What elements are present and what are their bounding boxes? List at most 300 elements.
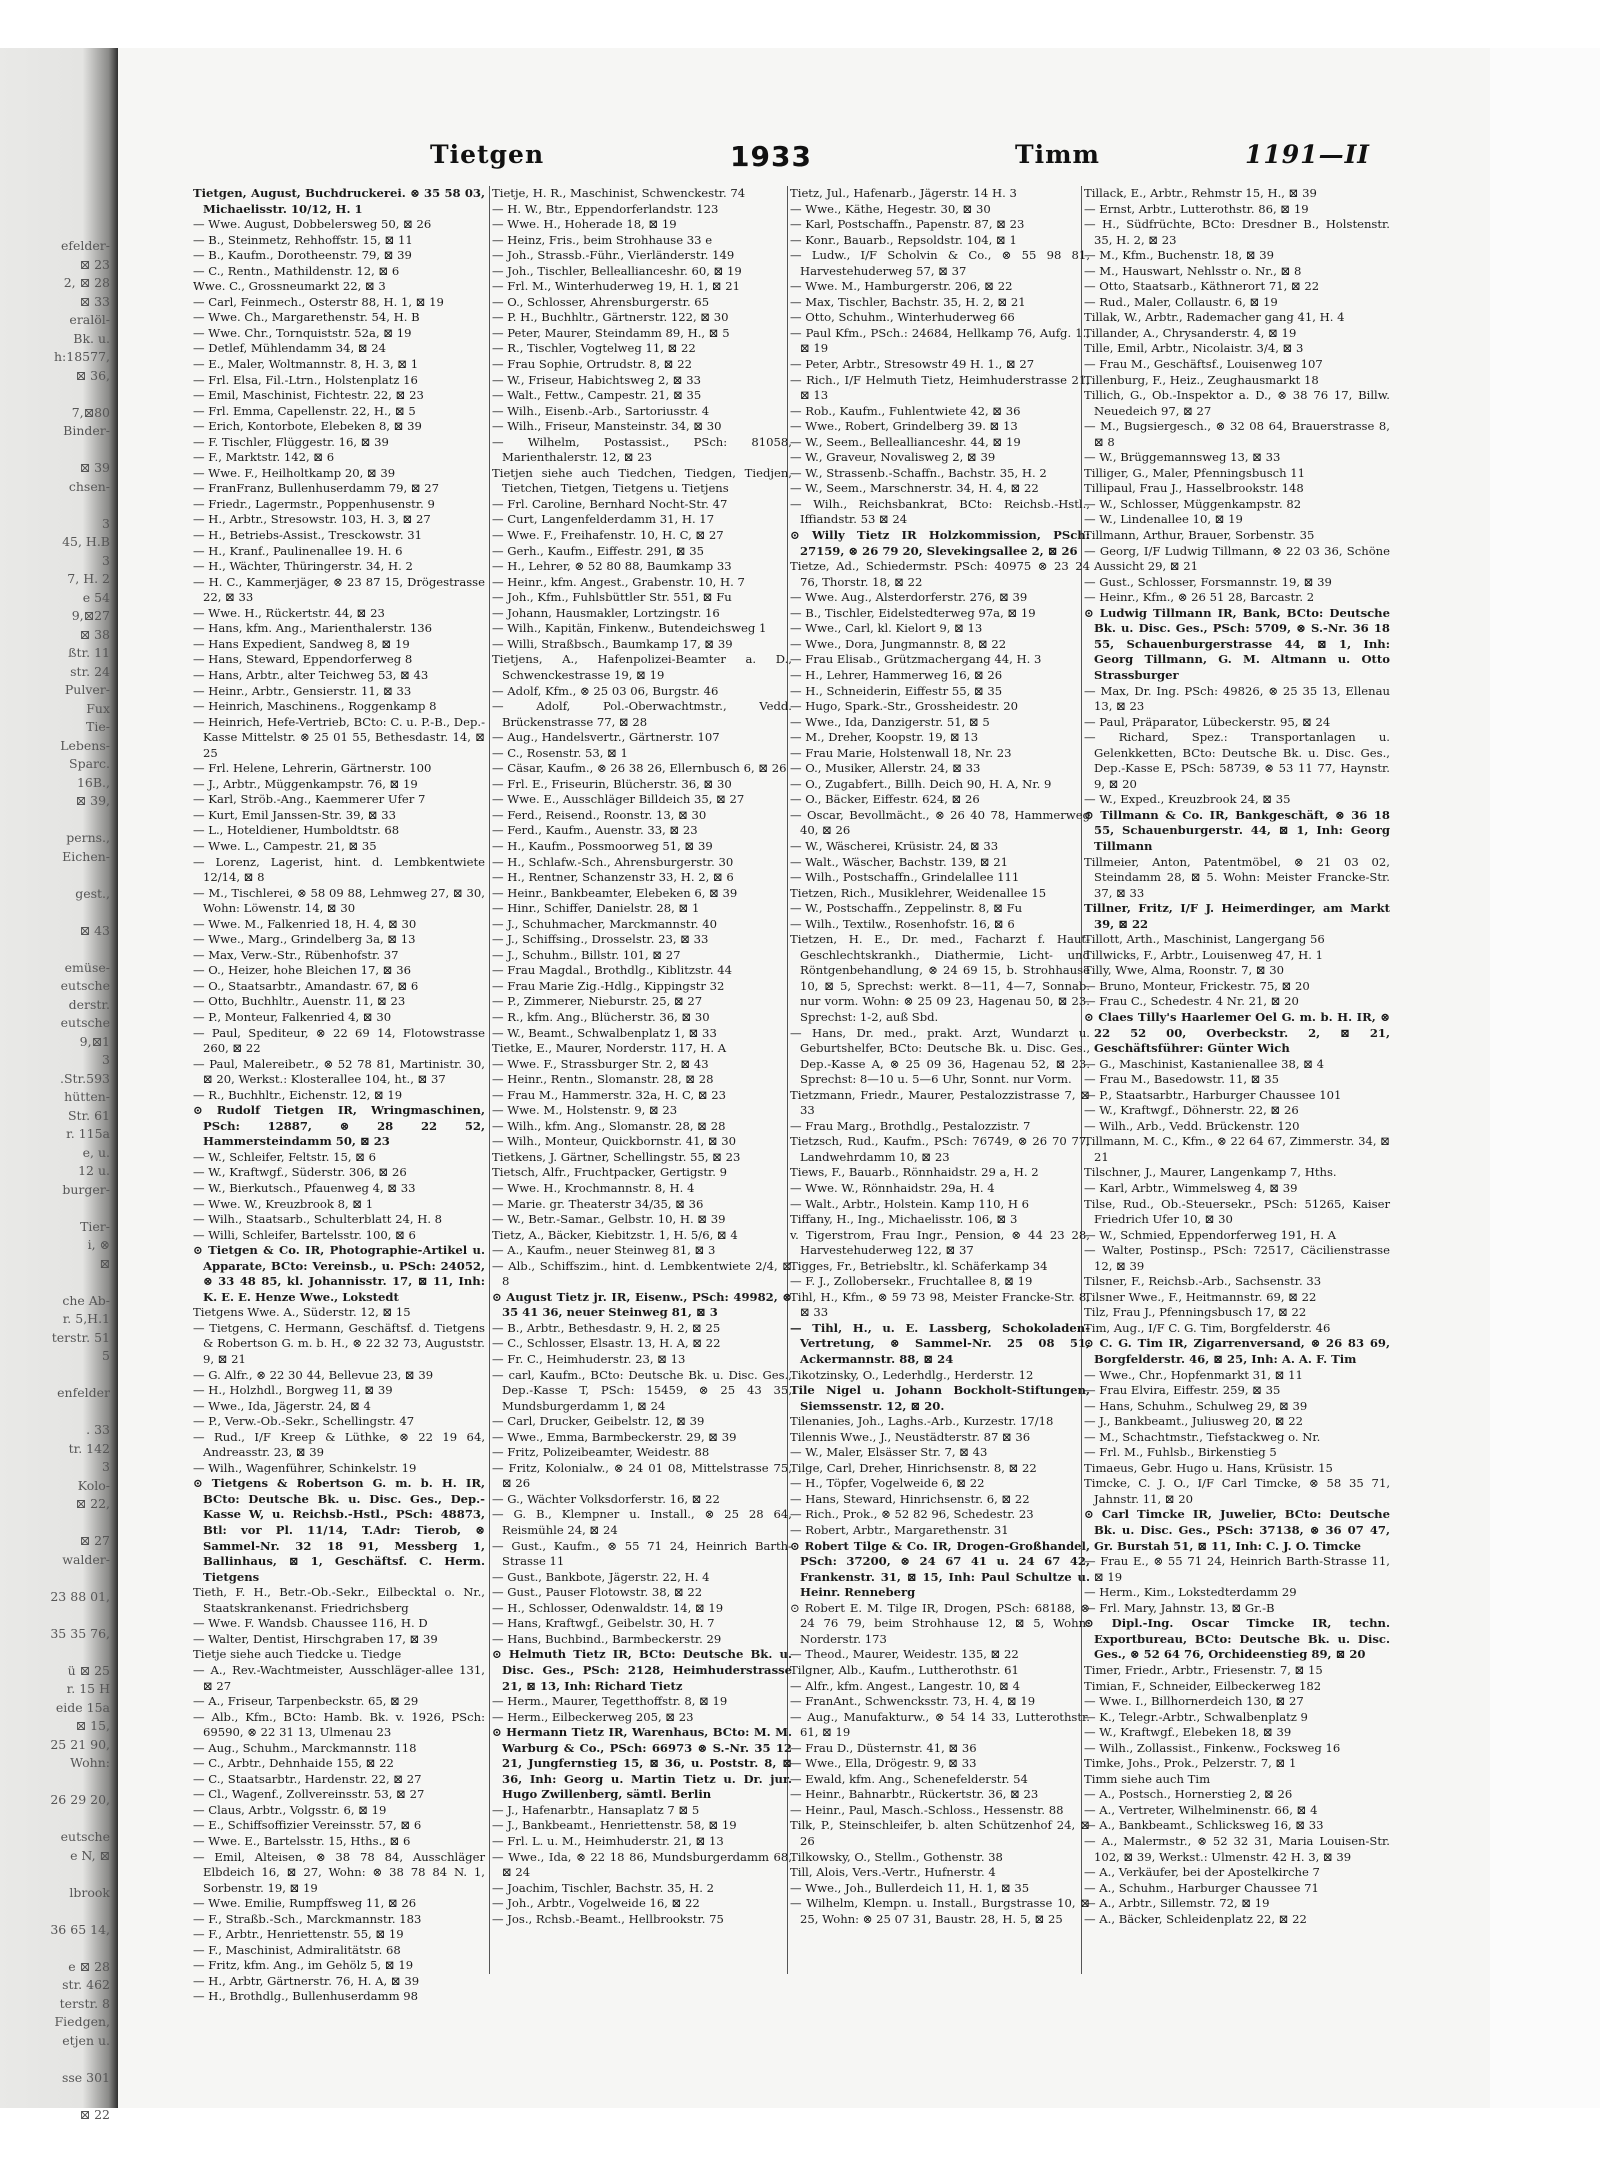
- directory-entry: — Frl. Emma, Capellenstr. 22, H., ⊠ 5: [193, 403, 416, 418]
- directory-entry: — Heinr., Rentn., Slomanstr. 28, ⊠ 28: [492, 1072, 714, 1087]
- directory-entry: — Frau Elisab., Grützmachergang 44, H. 3: [790, 652, 1042, 667]
- gutter-line: burger-: [62, 1181, 110, 1197]
- gutter-line: gest.,: [75, 885, 110, 901]
- directory-entry: — Hans Expedient, Sandweg 8, ⊠ 19: [193, 636, 410, 651]
- directory-entry: — Gust., Bankbote, Jägerstr. 22, H. 4: [492, 1569, 710, 1584]
- directory-entry: — A., Arbtr., Sillemstr. 72, ⊠ 19: [1084, 1896, 1270, 1911]
- gutter-line: Lebens-: [60, 737, 110, 753]
- directory-entry: — B., Kaufm., Dorotheenstr. 79, ⊠ 39: [193, 248, 412, 263]
- directory-entry: — G., Wächter Volksdorferstr. 16, ⊠ 22: [492, 1491, 720, 1506]
- directory-entry: — Joh., Arbtr., Vogelweide 16, ⊠ 22: [492, 1896, 700, 1911]
- gutter-line: ⊠ 38: [79, 626, 110, 642]
- directory-entry: — Carl, Drucker, Geibelstr. 12, ⊠ 39: [492, 1414, 705, 1429]
- directory-entry: — Walter, Postinsp., PSch: 72517, Cäcilienstrasse 12, ⊠ 39: [1084, 1243, 1390, 1273]
- gutter-line: ü ⊠ 25: [67, 1662, 110, 1678]
- directory-entry: — Wwe. H., Hoherade 18, ⊠ 19: [492, 217, 677, 232]
- directory-entry: — Wilhelm, Klempn. u. Install., Burgstrasse 10, ⊠ 25, Wohn: ⊗ 25 07 31, Baustr. 28, H. 5, ⊠ 25: [790, 1896, 1090, 1926]
- directory-entry: — H., Betriebs-Assist., Tresckowstr. 31: [193, 528, 423, 543]
- directory-entry: — Rich., I/F Helmuth Tietz, Heimhuderstrasse 21, ⊠ 13: [790, 372, 1090, 403]
- directory-entry: Timer, Friedr., Arbtr., Friesenstr. 7, ⊠ 15: [1084, 1662, 1323, 1677]
- directory-entry: — O., Heizer, hohe Bleichen 17, ⊠ 36: [193, 963, 411, 978]
- gutter-line: derstr.: [68, 996, 110, 1012]
- directory-entry: — Wwe., Ida, Jägerstr. 24, ⊠ 4: [193, 1398, 371, 1413]
- directory-entry: — Willi, Schleifer, Bartelsstr. 100, ⊠ 6: [193, 1227, 416, 1242]
- directory-entry: — Wwe. Ch., Margarethenstr. 54, H. B: [193, 310, 420, 325]
- gutter-line: Pulver-: [64, 682, 110, 697]
- running-head-last-name: Timm: [1015, 140, 1101, 169]
- directory-entry: Wwe. C., Grossneumarkt 22, ⊠ 3: [193, 279, 386, 294]
- directory-entry: — H., Schlosser, Odenwaldstr. 14, ⊠ 19: [492, 1600, 724, 1615]
- directory-entry: — Lorenz, Lagerist, hint. d. Lembkentwiete 12/14, ⊠ 8: [193, 854, 485, 885]
- firm-entry: ⊙ Tietgens & Robertson G. m. b. H. IR, BCto: Deutsche Bk. u. Disc. Ges., Dep.-Kasse W, u. Reichsb.-Hstl., PSch: 48873, Btl: vor Pl. 11/14, T.Adr: Tierob, ⊗ Sammel-Nr. 32 18 91, Messberg 1, Ballinhaus, ⊠ 1, Geschäftsf. C. Herm. Tietgens: [193, 1476, 485, 1584]
- directory-entry: — H., Lehrer, ⊗ 52 80 88, Baumkamp 33: [492, 559, 732, 574]
- directory-entry: — Paul, Malereibetr., ⊗ 52 78 81, Martinistr. 30, ⊠ 20, Werkst.: Klosterallee 104, ht., ⊠ 37: [193, 1056, 485, 1087]
- directory-entry: — Wwe. I., Billhornerdeich 130, ⊠ 27: [1084, 1694, 1304, 1709]
- gutter-line: eutsche: [60, 1829, 110, 1844]
- directory-entry: Tietzen, H. E., Dr. med., Facharzt f. Haut-Geschlechtskrankh., Diathermie, Licht- und Röntgenbehandlung, ⊗ 24 69 15, b. Strohhause 10, ⊠ 5, Sprechst: werkt. 8—11, 4—7, Sonnab. nur vorm. Wohn: ⊗ 25 09 23, Hagenau 50, ⊠ 23. Sprechst: 1-2, auß Sbd.: [790, 932, 1090, 1024]
- gutter-line: ⊠ 22,: [75, 1496, 110, 1511]
- directory-entry: — C., Schlosser, Elsastr. 13, H. A, ⊠ 22: [492, 1336, 721, 1351]
- directory-entry: — C., Rosenstr. 53, ⊠ 1: [492, 745, 628, 760]
- directory-entry: Tieth, F. H., Betr.-Ob.-Sekr., Eilbecktal o. Nr., Staatskrankenanst. Friedrichsberg: [193, 1585, 485, 1615]
- directory-entry: — Wwe. F., Freihafenstr. 10, H. C, ⊠ 27: [492, 528, 724, 543]
- directory-entry: ⊙ Robert E. M. Tilge IR, Drogen, PSch: 68188, ⊗ 24 76 79, beim Strohhause 12, ⊠ 5, Wohn: Norderstr. 173: [790, 1600, 1090, 1646]
- directory-entry: — Johann, Hausmakler, Lortzingstr. 16: [492, 605, 720, 620]
- firm-entry: Tillner, Fritz, I/F J. Heimerdinger, am Markt 39, ⊠ 22: [1084, 901, 1390, 931]
- directory-entry: — Wwe. M., Holstenstr. 9, ⊠ 23: [492, 1103, 678, 1118]
- directory-entry: — Heinr., Bahnarbtr., Rückertstr. 36, ⊠ 23: [790, 1787, 1039, 1802]
- directory-entry: — A., Bankbeamt., Schlicksweg 16, ⊠ 33: [1084, 1818, 1324, 1833]
- gutter-line: 2, ⊠ 28: [63, 275, 110, 290]
- page-number: 1191—II: [1245, 140, 1370, 169]
- directory-entry: — Jos., Rchsb.-Beamt., Hellbrookstr. 75: [492, 1911, 724, 1926]
- gutter-line: 26 29 20,: [50, 1792, 110, 1807]
- directory-entry: — M., Tischlerei, ⊗ 58 09 88, Lehmweg 27, ⊠ 30, Wohn: Löwenstr. 14, ⊠ 30: [193, 885, 485, 916]
- gutter-line: str. 462: [62, 1977, 110, 1992]
- directory-entry: — Karl, Ströb.-Ang., Kaemmerer Ufer 7: [193, 792, 426, 807]
- directory-entry: Timm siehe auch Tim: [1084, 1771, 1211, 1786]
- gutter-line: walder-: [62, 1551, 110, 1567]
- directory-entry: — R., kfm. Ang., Blücherstr. 36, ⊠ 30: [492, 1009, 710, 1024]
- directory-entry: — Joh., Kfm., Fuhlsbüttler Str. 551, ⊠ Fu: [492, 590, 732, 605]
- directory-entry: — Curt, Langenfelderdamm 31, H. 17: [492, 512, 715, 527]
- gutter-line: enfelder: [57, 1385, 110, 1400]
- previous-page-edge-text: [0, 233, 112, 2122]
- directory-entry: Tietkens, J. Gärtner, Schellingstr. 55, ⊠ 23: [492, 1149, 741, 1164]
- directory-entry: — Karl, Arbtr., Wimmelsweg 4, ⊠ 39: [1084, 1181, 1298, 1195]
- directory-entry: — W., Seem., Marschnerstr. 34, H. 4, ⊠ 22: [790, 481, 1039, 496]
- firm-entry: ⊙ Tillmann & Co. IR, Bankgeschäft, ⊗ 36 18 55, Schauenburgerstr. 44, ⊠ 1, Inh: Georg Tillmann: [1084, 807, 1390, 853]
- directory-entry: — Wwe., Emma, Barmbeckerstr. 29, ⊠ 39: [492, 1429, 737, 1444]
- firm-entry: Tietgen, August, Buchdruckerei. ⊗ 35 58 03, Michaelisstr. 10/12, H. 1: [193, 186, 485, 216]
- firm-entry: ⊙ August Tietz jr. IR, Eisenw., PSch: 49982, ⊗ 35 41 36, neuer Steinweg 81, ⊠ 3: [492, 1289, 792, 1320]
- gutter-line: .Str.593: [60, 1070, 110, 1086]
- directory-entry: — Ernst, Arbtr., Lutterothstr. 86, ⊠ 19: [1084, 201, 1309, 216]
- directory-entry: — A., Rev.-Wachtmeister, Ausschläger-allee 131, ⊠ 27: [193, 1662, 485, 1693]
- directory-entry: — C., Rentn., Mathildenstr. 12, ⊠ 6: [193, 263, 400, 278]
- gutter-line: i, ⊗: [87, 1237, 110, 1252]
- gutter-line: r. 15 H: [66, 1681, 110, 1696]
- directory-entry: Tigges, Fr., Betriebsltr., kl. Schäferkamp 34: [790, 1258, 1048, 1273]
- directory-entry: — J., Arbtr., Müggenkampstr. 76, ⊠ 19: [193, 776, 418, 791]
- firm-entry: — Tihl, H., u. E. Lassberg, Schokoladen-Vertretung, ⊗ Sammel-Nr. 25 08 51, Ackermannstr. 88, ⊠ 24: [790, 1320, 1090, 1367]
- directory-entry: — W., Bierkutsch., Pfauenweg 4, ⊠ 33: [193, 1181, 416, 1195]
- directory-entry: — E., Schiffsoffizier Vereinsstr. 57, ⊠ 6: [193, 1818, 422, 1833]
- directory-entry: — Frl. Caroline, Bernhard Nocht-Str. 47: [492, 496, 728, 511]
- directory-entry: — Herm., Maurer, Tegetthoffstr. 8, ⊠ 19: [492, 1694, 728, 1709]
- directory-entry: — W., Postschaffn., Zeppelinstr. 8, ⊠ Fu: [790, 901, 1023, 916]
- directory-entry: — W., Kraftwgf., Döhnerstr. 22, ⊠ 26: [1084, 1103, 1299, 1118]
- directory-column-3: [790, 186, 1090, 1986]
- directory-entry: — K., Telegr.-Arbtr., Schwalbenplatz 9: [1084, 1709, 1308, 1724]
- directory-entry: — W., Kraftwgf., Elebeken 18, ⊠ 39: [1084, 1725, 1292, 1740]
- gutter-line: ⊠ 36,: [75, 367, 110, 383]
- directory-entry: — Ewald, kfm. Ang., Schenefelderstr. 54: [790, 1771, 1028, 1786]
- directory-entry: — Walt., Wäscher, Bachstr. 139, ⊠ 21: [790, 854, 1009, 869]
- directory-entry: — Fritz, Polizeibeamter, Weidestr. 88: [492, 1445, 710, 1460]
- directory-entry: — W., Lindenallee 10, ⊠ 19: [1084, 512, 1243, 527]
- directory-entry: — Richard, Spez.: Transportanlagen u. Gelenkketten, BCto: Deutsche Bk. u. Disc. Ges., Dep.-Kasse E, PSch: 58739, ⊗ 53 11 77, Haynstr. 9, ⊠ 20: [1084, 730, 1390, 791]
- directory-entry: — Gust., Kaufm., ⊗ 55 71 24, Heinrich Barth-Strasse 11: [492, 1538, 792, 1569]
- directory-entry: — H. W., Btr., Eppendorferlandstr. 123: [492, 201, 719, 216]
- directory-entry: — Ludw., I/F Scholvin & Co., ⊗ 55 98 81, Harvestehuderweg 57, ⊠ 37: [790, 248, 1090, 278]
- directory-entry: — Wwe. Chr., Tornquiststr. 52a, ⊠ 19: [193, 325, 412, 340]
- directory-entry: — Hans, Kraftwgf., Geibelstr. 30, H. 7: [492, 1616, 715, 1631]
- directory-entry: — Hugo, Spark.-Str., Grossheidestr. 20: [790, 699, 1019, 714]
- directory-entry: — Herm., Kim., Lokstedterdamm 29: [1084, 1585, 1297, 1600]
- directory-entry: — Karl, Postschaffn., Papenstr. 87, ⊠ 23: [790, 217, 1025, 232]
- gutter-line: ⊠ 39: [79, 460, 110, 475]
- directory-entry: — Oscar, Bevollmächt., ⊗ 26 40 78, Hammerweg 40, ⊠ 26: [790, 807, 1090, 838]
- directory-entry: — Max, Verw.-Str., Rübenhofstr. 37: [193, 947, 399, 962]
- directory-entry: — Frl. M., Winterhuderweg 19, H. 1, ⊠ 21: [492, 279, 740, 294]
- directory-entry: — H., Arbtr, Gärtnerstr. 76, H. A, ⊠ 39: [193, 1973, 420, 1988]
- directory-entry: — Cäsar, Kaufm., ⊗ 26 38 26, Ellernbusch 6, ⊠ 26: [492, 761, 787, 776]
- directory-entry: Tihl, H., Kfm., ⊗ 59 73 98, Meister Francke-Str. 8, ⊠ 33: [790, 1289, 1090, 1320]
- directory-entry: — Wwe., Ida, ⊗ 22 18 86, Mundsburgerdamm 68, ⊠ 24: [492, 1849, 792, 1880]
- directory-entry: Timaeus, Gebr. Hugo u. Hans, Krüsistr. 15: [1084, 1460, 1333, 1475]
- gutter-line: ⊠ 43: [79, 922, 110, 938]
- directory-entry: — Wwe. M., Falkenried 18, H. 4, ⊠ 30: [193, 916, 417, 931]
- directory-entry: — Aug., Schuhm., Marckmannstr. 118: [193, 1740, 417, 1755]
- directory-entry: — Hans, Schuhm., Schulweg 29, ⊠ 39: [1084, 1398, 1308, 1413]
- directory-entry: — Wwe., Chr., Hopfenmarkt 31, ⊠ 11: [1084, 1367, 1303, 1382]
- directory-entry: Tilz, Frau J., Pfenningsbusch 17, ⊠ 22: [1084, 1305, 1307, 1320]
- directory-entry: — W., Schmied, Eppendorferweg 191, H. A: [1084, 1227, 1336, 1242]
- directory-entry: — Hans, Dr. med., prakt. Arzt, Wundarzt u. Geburtshelfer, BCto: Deutsche Bk. u. Disc. Ges., Dep.-Kasse A, ⊗ 25 09 36, Hagenau 52, ⊠ 23. Sprechst: 8—10 u. 5—6 Uhr, Sonnt. nur Vorm.: [790, 1025, 1090, 1087]
- directory-entry: — Wilh., Friseur, Mansteinstr. 34, ⊠ 30: [492, 419, 722, 434]
- gutter-line: eutsche: [60, 978, 110, 993]
- directory-entry: — Fr. C., Heimhuderstr. 23, ⊠ 13: [492, 1352, 686, 1367]
- directory-entry: — Willi, Straßbsch., Baumkamp 17, ⊠ 39: [492, 636, 733, 651]
- directory-entry: — G. Alfr., ⊗ 22 30 44, Bellevue 23, ⊠ 39: [193, 1367, 434, 1382]
- book-gutter: [0, 48, 118, 2122]
- gutter-line: eide 15a: [55, 1699, 110, 1715]
- gutter-line: Fiedgen,: [54, 2014, 110, 2029]
- directory-entry: — Wwe. E., Ausschläger Billdeich 35, ⊠ 27: [492, 792, 745, 807]
- directory-entry: — Tietgens, C. Hermann, Geschäftsf. d. Tietgens & Robertson G. m. b. H., ⊗ 22 32 73, Auguststr. 9, ⊠ 21: [193, 1320, 485, 1367]
- firm-entry: ⊙ Willy Tietz IR Holzkommission, PSch: 27159, ⊗ 26 79 20, Slevekingsallee 2, ⊠ 26: [790, 528, 1090, 558]
- directory-entry: — P. H., Buchhltr., Gärtnerstr. 122, ⊠ 30: [492, 310, 729, 325]
- directory-entry: — Frl. Mary, Jahnstr. 13, ⊠ Gr.-B: [1084, 1600, 1275, 1615]
- gutter-line: terstr. 51: [51, 1329, 110, 1345]
- directory-entry: — Alfr., kfm. Angest., Langestr. 10, ⊠ 4: [790, 1678, 1020, 1693]
- directory-entry: Tietjen siehe auch Tiedchen, Tiedgen, Tiedjen, Tietchen, Tietgen, Tietgens u. Tietjens: [492, 465, 792, 496]
- gutter-line: terstr. 8: [59, 1995, 110, 2011]
- directory-entry: — O., Bäcker, Eiffestr. 624, ⊠ 26: [790, 792, 980, 807]
- directory-entry: — Frau Magdal., Brothdlg., Kiblitzstr. 44: [492, 963, 732, 978]
- directory-entry: — A., Verkäufer, bei der Apostelkirche 7: [1084, 1865, 1320, 1880]
- directory-entry: — H. C., Kammerjäger, ⊗ 23 87 15, Drögestrasse 22, ⊠ 33: [193, 574, 485, 605]
- directory-entry: — F. Tischler, Flüggestr. 16, ⊠ 39: [193, 434, 389, 449]
- gutter-line: 3: [102, 515, 110, 531]
- directory-entry: — Emil, Alteisen, ⊗ 38 78 84, Ausschläger Elbdeich 16, ⊠ 27, Wohn: ⊗ 38 78 84 N. 1, Sorbenstr. 19, ⊠ 19: [193, 1849, 485, 1895]
- directory-entry: Tillenburg, F., Heiz., Zeughausmarkt 18: [1084, 372, 1319, 387]
- directory-entry: — Wilh., Eisenb.-Arb., Sartoriusstr. 4: [492, 403, 710, 418]
- directory-entry: — O., Schlosser, Ahrensburgerstr. 65: [492, 294, 710, 309]
- firm-entry: ⊙ Carl Timcke IR, Juwelier, BCto: Deutsche Bk. u. Disc. Ges., PSch: 37138, ⊗ 36 07 47, Gr. Burstah 51, ⊠ 11, Inh: C. J. O. Timcke: [1084, 1507, 1390, 1553]
- directory-entry: — Wwe. M., Hamburgerstr. 206, ⊠ 22: [790, 279, 1013, 294]
- directory-entry: — Heinrich, Maschinens., Roggenkamp 8: [193, 699, 437, 714]
- directory-entry: — Heinz, Fris., beim Strohhause 33 e: [492, 232, 713, 247]
- directory-entry: — Heinrich, Hefe-Vertrieb, BCto: C. u. P.-B., Dep.-Kasse Mittelstr. ⊗ 25 01 55, Bethesdastr. 14, ⊠ 25: [193, 714, 485, 760]
- directory-entry: — L., Hoteldiener, Humboldtstr. 68: [193, 823, 400, 838]
- directory-entry: Tilk, P., Steinschleifer, b. alten Schützenhof 24, ⊠ 26: [790, 1818, 1090, 1848]
- directory-entry: — Cl., Wagenf., Zollvereinsstr. 53, ⊠ 27: [193, 1787, 425, 1802]
- directory-entry: Tillak, W., Arbtr., Rademacher gang 41, H. 4: [1084, 310, 1345, 325]
- gutter-line: . 33: [86, 1422, 110, 1437]
- directory-entry: — Walt., Arbtr., Holstein. Kamp 110, H 6: [790, 1196, 1030, 1211]
- directory-entry: — O., Staatsarbtr., Amandastr. 67, ⊠ 6: [193, 978, 419, 993]
- directory-entry: — M., Dreher, Koopstr. 19, ⊠ 13: [790, 730, 979, 745]
- directory-entry: — Joachim, Tischler, Bachstr. 35, H. 2: [492, 1880, 715, 1895]
- directory-entry: — Wwe., Dora, Jungmannstr. 8, ⊠ 22: [790, 636, 1007, 651]
- directory-entry: — Heinr., kfm. Angest., Grabenstr. 10, H. 7: [492, 574, 745, 589]
- directory-entry: Tiews, F., Bauarb., Rönnhaidstr. 29 a, H. 2: [790, 1165, 1039, 1180]
- directory-entry: — Wwe. Emilie, Rumpffsweg 11, ⊠ 26: [193, 1896, 417, 1911]
- gutter-line: etjen u.: [62, 2032, 110, 2048]
- firm-entry: ⊙ Dipl.-Ing. Oscar Timcke IR, techn. Exportbureau, BCto: Deutsche Bk. u. Disc. Ges., ⊗ 52 64 76, Orchideenstieg 89, ⊠ 20: [1084, 1616, 1390, 1662]
- gutter-line: 9,⊠1: [79, 1033, 110, 1049]
- directory-entry: — Rich., Prok., ⊗ 52 82 96, Schedestr. 23: [790, 1507, 1034, 1522]
- directory-entry: — Gust., Pauser Flotowstr. 38, ⊠ 22: [492, 1585, 703, 1600]
- directory-entry: — Fritz, kfm. Ang., im Gehölz 5, ⊠ 19: [193, 1958, 414, 1973]
- directory-entry: Tillander, A., Chrysanderstr. 4, ⊠ 19: [1084, 325, 1297, 340]
- directory-entry: Tillmeier, Anton, Patentmöbel, ⊗ 21 03 02, Steindamm 28, ⊠ 5. Wohn: Meister Francke-Str. 37, ⊠ 33: [1084, 854, 1390, 900]
- directory-entry: Tilgner, Alb., Kaufm., Luttherothstr. 61: [790, 1662, 1019, 1677]
- directory-entry: — H., Holzhdl., Borgweg 11, ⊠ 39: [193, 1383, 393, 1398]
- firm-entry: ⊙ Rudolf Tietgen IR, Wringmaschinen, PSch: 12887, ⊗ 28 22 52, Hammersteindamm 50, ⊠ 23: [193, 1103, 485, 1149]
- directory-entry: — FranAnt., Schwencksstr. 73, H. 4, ⊠ 19: [790, 1694, 1036, 1709]
- directory-entry: — A., Kaufm., neuer Steinweg 81, ⊠ 3: [492, 1243, 716, 1258]
- gutter-line: Eichen-: [62, 848, 110, 864]
- directory-entry: — Frau Marg., Brothdlg., Pestalozzistr. 7: [790, 1118, 1031, 1133]
- directory-entry: — H., Lehrer, Hammerweg 16, ⊠ 26: [790, 667, 1003, 682]
- directory-entry: — Peter, Maurer, Steindamm 89, H., ⊠ 5: [492, 325, 730, 340]
- directory-entry: — Konr., Bauarb., Repsoldstr. 104, ⊠ 1: [790, 232, 1017, 247]
- running-head: [130, 140, 1490, 180]
- gutter-line: e 54: [82, 589, 110, 605]
- firm-entry: ⊙ Claes Tilly's Haarlemer Oel G. m. b. H. IR, ⊗ 22 52 00, Overbeckstr. 2, ⊠ 21, Geschäftsführer: Günter Wich: [1084, 1009, 1390, 1056]
- directory-entry: — J., Schuhmacher, Marckmannstr. 40: [492, 916, 717, 931]
- directory-entry: — W., Friseur, Habichtsweg 2, ⊠ 33: [492, 372, 701, 387]
- directory-entry: — J., Bankbeamt., Henriettenstr. 58, ⊠ 19: [492, 1818, 737, 1833]
- gutter-line: emüse-: [64, 959, 110, 975]
- gutter-line: Tie-: [86, 719, 110, 734]
- gutter-line: 16B.,: [76, 774, 110, 790]
- directory-entry: — M., Kfm., Buchenstr. 18, ⊠ 39: [1084, 248, 1275, 263]
- directory-entry: — A., Vertreter, Wilhelminenstr. 66, ⊠ 4: [1084, 1802, 1318, 1817]
- directory-entry: Tilliger, G., Maler, Pfenningsbusch 11: [1084, 465, 1306, 480]
- directory-entry: — J., Hafenarbtr., Hansaplatz 7 ⊠ 5: [492, 1802, 700, 1817]
- directory-entry: — Herm., Eilbeckerweg 205, ⊠ 23: [492, 1709, 694, 1724]
- directory-entry: — Walt., Fettw., Campestr. 21, ⊠ 35: [492, 388, 702, 403]
- gutter-line: 3: [102, 1052, 110, 1067]
- directory-entry: — H., Wächter, Thüringerstr. 34, H. 2: [193, 559, 413, 574]
- gutter-line: e, u.: [82, 1144, 110, 1160]
- gutter-line: 25 21 90,: [50, 1736, 110, 1752]
- gutter-line: hütten-: [64, 1089, 110, 1104]
- directory-entry: Tikotzinsky, O., Lederhdlg., Herderstr. 12: [790, 1367, 1034, 1382]
- running-head-first-name: Tietgen: [430, 140, 545, 169]
- directory-entry: — Peter, Arbtr., Stresowstr 49 H. 1., ⊠ 27: [790, 357, 1035, 372]
- gutter-line: ⊠: [99, 1255, 110, 1271]
- directory-entry: — F., Straßb.-Sch., Marckmannstr. 183: [193, 1911, 422, 1926]
- directory-entry: — Frau Sophie, Ortrudstr. 8, ⊠ 22: [492, 357, 692, 372]
- directory-entry: — H., Töpfer, Vogelweide 6, ⊠ 22: [790, 1476, 985, 1491]
- gutter-line: ⊠ 33: [79, 293, 110, 309]
- directory-entry: — E., Maler, Woltmannstr. 8, H. 3, ⊠ 1: [193, 357, 419, 372]
- gutter-line: ßtr. 11: [68, 645, 110, 660]
- directory-entry: — F., Maschinist, Admiralitätstr. 68: [193, 1942, 401, 1957]
- directory-entry: Tille, Emil, Arbtr., Nicolaistr. 3/4, ⊠ 3: [1084, 341, 1304, 356]
- directory-entry: — Wilh., Monteur, Quickbornstr. 41, ⊠ 30: [492, 1134, 737, 1149]
- directory-entry: Tilsner, F., Reichsb.-Arb., Sachsenstr. 33: [1084, 1274, 1322, 1289]
- directory-entry: — Wwe. H., Rückertstr. 44, ⊠ 23: [193, 605, 385, 620]
- directory-entry: Tillack, E., Arbtr., Rehmstr 15, H., ⊠ 39: [1084, 186, 1317, 200]
- directory-entry: — Hans, Steward, Eppendorferweg 8: [193, 652, 413, 667]
- directory-entry: Timian, F., Schneider, Eilbeckerweg 182: [1084, 1678, 1322, 1693]
- directory-entry: — Ferd., Reisend., Roonstr. 13, ⊠ 30: [492, 807, 707, 822]
- directory-entry: — Frl. M., Fuhlsb., Birkenstieg 5: [1084, 1445, 1277, 1460]
- directory-entry: — O., Zugabfert., Billh. Deich 90, H. A, Nr. 9: [790, 776, 1052, 791]
- directory-entry: — A., Schuhm., Harburger Chaussee 71: [1084, 1880, 1319, 1895]
- directory-entry: Timcke, C. J. O., I/F Carl Timcke, ⊗ 58 35 71, Jahnstr. 11, ⊠ 20: [1084, 1476, 1390, 1506]
- gutter-line: Sparc.: [69, 756, 110, 771]
- directory-entry: — Hans, Buchbind., Barmbeckerstr. 29: [492, 1631, 722, 1646]
- directory-entry: — Friedr., Lagermstr., Poppenhusenstr. 9: [193, 496, 435, 511]
- directory-entry: — Frl. E., Friseurin, Blücherstr. 36, ⊠ 30: [492, 776, 732, 791]
- directory-entry: — W., Seem., Belleallianceshr. 44, ⊠ 19: [790, 434, 1021, 449]
- gutter-line: 9,⊠27: [71, 608, 110, 623]
- directory-entry: Tilschner, J., Maurer, Langenkamp 7, Hths.: [1084, 1165, 1337, 1180]
- directory-entry: — Ferd., Kaufm., Auenstr. 33, ⊠ 23: [492, 823, 698, 838]
- directory-entry: — Gerh., Kaufm., Eiffestr. 291, ⊠ 35: [492, 543, 705, 558]
- gutter-line: e ⊠ 28: [68, 1958, 110, 1974]
- gutter-line: tr. 142: [68, 1440, 110, 1456]
- directory-entry: Tiffany, H., Ing., Michaelisstr. 106, ⊠ 3: [790, 1212, 1018, 1227]
- directory-entry: Tietje siehe auch Tiedcke u. Tiedge: [193, 1647, 402, 1662]
- directory-entry: Tietjens, A., Hafenpolizei-Beamter a. D., Schwenckestrasse 19, ⊠ 19: [492, 652, 792, 682]
- directory-entry: Tilkowsky, O., Stellm., Gothenstr. 38: [790, 1849, 1003, 1864]
- directory-entry: — Wilh., Kapitän, Finkenw., Butendeichsweg 1: [492, 621, 767, 636]
- directory-entry: Tilge, Carl, Dreher, Hinrichsenstr. 8, ⊠ 22: [790, 1460, 1037, 1475]
- directory-entry: — Paul Kfm., PSch.: 24684, Hellkamp 76, Aufg. 1., ⊠ 19: [790, 325, 1090, 356]
- directory-entry: — Walter, Dentist, Hirschgraben 17, ⊠ 39: [193, 1631, 438, 1646]
- directory-entry: — H., Südfrüchte, BCto: Dresdner B., Holstenstr. 35, H. 2, ⊠ 23: [1084, 217, 1390, 247]
- firm-entry: ⊙ Hermann Tietz IR, Warenhaus, BCto: M. M. Warburg & Co., PSch: 66973 ⊗ S.-Nr. 35 12 21, Jungfernstieg 15, ⊠ 36, u. Poststr. 8, ⊠ 36, Inh: Georg u. Martin Tietz u. Dr. jur. Hugo Zwillenberg, sämtl. Berlin: [492, 1725, 792, 1802]
- gutter-line: Bk. u.: [73, 330, 110, 346]
- directory-entry: — Frau M., Geschäftsf., Louisenweg 107: [1084, 357, 1323, 372]
- directory-entry: — Hans, Arbtr., alter Teichweg 53, ⊠ 43: [193, 667, 429, 682]
- directory-entry: Tietje, H. R., Maschinist, Schwenckestr. 74: [492, 186, 746, 200]
- directory-entry: — Heinr., Arbtr., Gensierstr. 11, ⊠ 33: [193, 683, 412, 698]
- gutter-line: eralöl-: [69, 312, 110, 327]
- directory-column-2: [492, 186, 792, 1986]
- directory-entry: — M., Bugsiergesch., ⊗ 32 08 64, Brauerstrasse 8, ⊠ 8: [1084, 419, 1390, 449]
- directory-entry: — W., Kraftwgf., Süderstr. 306, ⊠ 26: [193, 1165, 407, 1180]
- directory-entry: — Rud., I/F Kreep & Lüthke, ⊗ 22 19 64, Andreasstr. 23, ⊠ 39: [193, 1429, 485, 1460]
- directory-entry: — Wilh., Textilw., Rosenhofstr. 16, ⊠ 6: [790, 916, 1015, 931]
- directory-entry: — B., Tischler, Eidelstedterweg 97a, ⊠ 19: [790, 605, 1036, 620]
- gutter-line: 3: [102, 1459, 110, 1474]
- directory-entry: — P., Monteur, Falkenried 4, ⊠ 30: [193, 1009, 392, 1024]
- directory-entry: — Aug., Handelsvertr., Gärtnerstr. 107: [492, 730, 720, 745]
- directory-entry: — C., Staatsarbtr., Hardenstr. 22, ⊠ 27: [193, 1771, 422, 1786]
- directory-entry: — C., Arbtr., Dehnhaide 155, ⊠ 22: [193, 1756, 394, 1771]
- directory-entry: — Wwe. L., Campestr. 21, ⊠ 35: [193, 838, 377, 853]
- gutter-line: perns.,: [66, 830, 110, 845]
- directory-entry: — Gust., Schlosser, Forsmannstr. 19, ⊠ 39: [1084, 574, 1332, 589]
- directory-entry: — W., Beamt., Schwalbenplatz 1, ⊠ 33: [492, 1025, 717, 1040]
- directory-entry: — Wilh., Zollassist., Finkenw., Focksweg 16: [1084, 1740, 1341, 1755]
- directory-entry: — Frl. L. u. M., Heimhuderstr. 21, ⊠ 13: [492, 1833, 724, 1848]
- directory-entry: Tietgens Wwe. A., Süderstr. 12, ⊠ 15: [193, 1305, 411, 1320]
- directory-entry: — Alb., Kfm., BCto: Hamb. Bk. v. 1926, PSch: 69590, ⊗ 22 31 13, Ulmenau 23: [193, 1709, 485, 1740]
- right-margin: [1490, 48, 1600, 2108]
- gutter-line: e N, ⊠: [70, 1847, 110, 1863]
- firm-entry: Tile Nigel u. Johann Bockholt-Stiftungen, Siemssenstr. 12, ⊠ 20.: [790, 1383, 1090, 1413]
- gutter-line: ⊠ 27: [79, 1533, 110, 1548]
- directory-entry: — H., Kaufm., Possmoorweg 51, ⊠ 39: [492, 838, 713, 853]
- directory-entry: — W., Exped., Kreuzbrook 24, ⊠ 35: [1084, 792, 1291, 807]
- directory-entry: v. Tigerstrom, Frau Ingr., Pension, ⊗ 44 23 28, Harvestehuderweg 122, ⊠ 37: [790, 1227, 1090, 1258]
- gutter-line: eutsche: [60, 1015, 110, 1030]
- directory-entry: — A., Postsch., Hornerstieg 2, ⊠ 26: [1084, 1787, 1293, 1802]
- gutter-line: lbrook: [69, 1884, 110, 1900]
- gutter-line: Tier-: [80, 1218, 110, 1234]
- directory-entry: — Wilh., kfm. Ang., Slomanstr. 28, ⊠ 28: [492, 1118, 726, 1133]
- firm-entry: ⊙ Robert Tilge & Co. IR, Drogen-Großhandel, PSch: 37200, ⊗ 24 67 41 u. 24 67 42, Frankenstr. 31, ⊠ 15, Inh: Paul Schultze u. Heinr. Renneberg: [790, 1538, 1090, 1600]
- directory-entry: Tietzen, Rich., Musiklehrer, Weidenallee 15: [790, 885, 1047, 900]
- directory-entry: — A., Friseur, Tarpenbeckstr. 65, ⊠ 29: [193, 1694, 419, 1709]
- directory-entry: — B., Arbtr., Bethesdastr. 9, H. 2, ⊠ 25: [492, 1320, 721, 1335]
- directory-entry: — Bruno, Monteur, Frickestr. 75, ⊠ 20: [1084, 978, 1310, 993]
- directory-entry: — Frau D., Düsternstr. 41, ⊠ 36: [790, 1740, 977, 1755]
- directory-entry: — Wwe. F. Wandsb. Chaussee 116, H. D: [193, 1616, 428, 1631]
- directory-entry: — W., Schleifer, Feltstr. 15, ⊠ 6: [193, 1149, 376, 1164]
- directory-entry: Tilse, Rud., Ob.-Steuersekr., PSch: 51265, Kaiser Friedrich Ufer 10, ⊠ 30: [1084, 1196, 1390, 1227]
- directory-entry: Tietz, A., Bäcker, Kiebitzstr. 1, H. 5/6, ⊠ 4: [492, 1227, 738, 1242]
- directory-entry: — M., Schachtmstr., Tiefstackweg o. Nr.: [1084, 1429, 1321, 1444]
- directory-entry: — H., Kranf., Paulinenallee 19. H. 6: [193, 543, 403, 558]
- directory-entry: — Alb., Schiffszim., hint. d. Lembkentwiete 2/4, ⊠ 8: [492, 1258, 792, 1289]
- firm-entry: ⊙ Ludwig Tillmann IR, Bank, BCto: Deutsche Bk. u. Disc. Ges., PSch: 5709, ⊗ S.-Nr. 36 18 55, Schauenburgerstrasse 44, ⊠ 1, Inh: Georg Tillmann, G. M. Altmann u. Otto Strassburger: [1084, 605, 1390, 682]
- directory-entry: — R., Buchhltr., Eichenstr. 12, ⊠ 19: [193, 1087, 403, 1102]
- directory-entry: — Max, Dr. Ing. PSch: 49826, ⊗ 25 35 13, Ellenau 13, ⊠ 23: [1084, 683, 1390, 714]
- gutter-line: Kolo-: [77, 1477, 110, 1493]
- directory-entry: — Wwe. H., Krochmannstr. 8, H. 4: [492, 1181, 695, 1195]
